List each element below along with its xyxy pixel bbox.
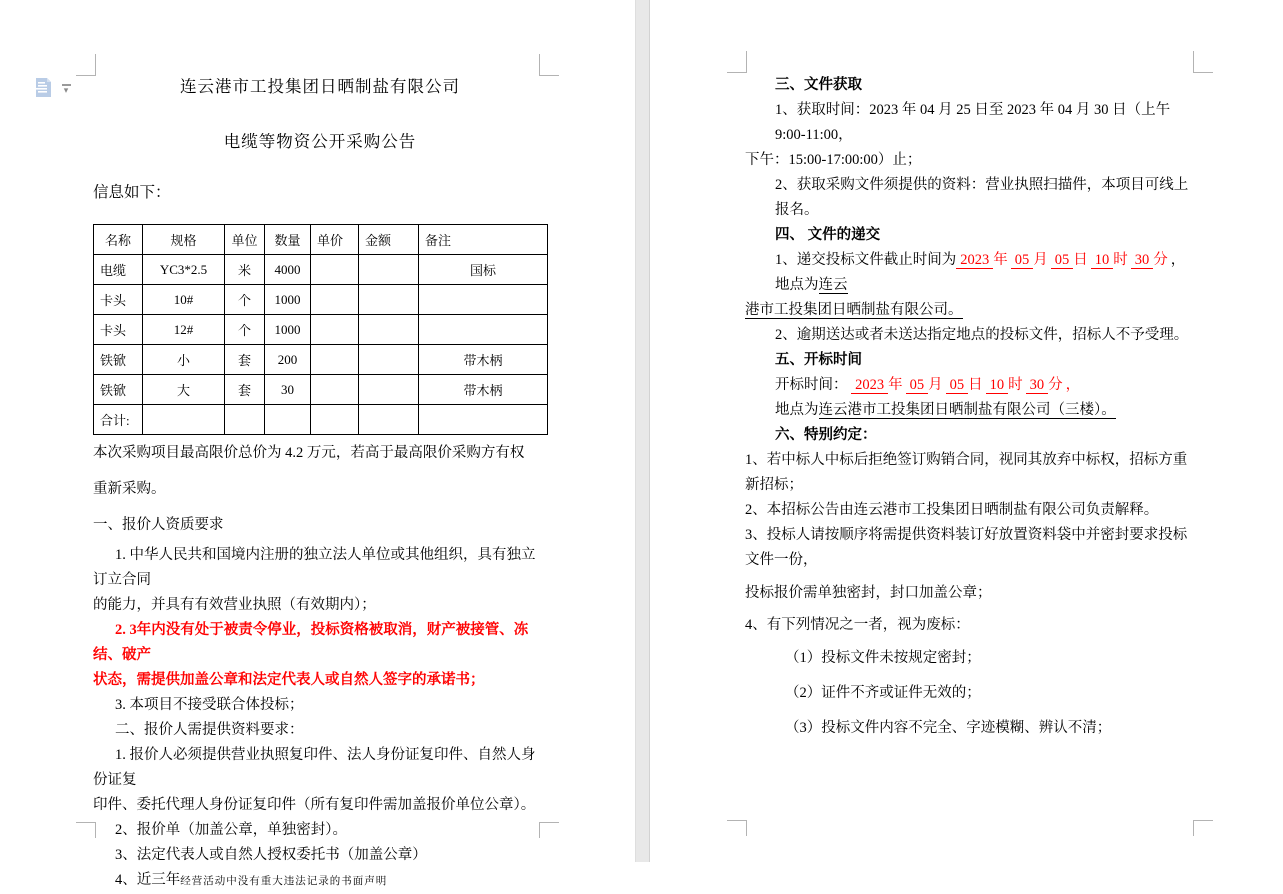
body-line: 4、有下列情况之一者，视为废标： <box>745 617 970 633</box>
col-header-name: 名称 <box>94 225 143 255</box>
paste-options-icon[interactable] <box>34 76 53 99</box>
cell <box>359 255 419 285</box>
table-header-row <box>94 225 548 255</box>
cell <box>311 315 359 345</box>
table-row <box>94 255 548 285</box>
body-line: 3、法定代表人或自然人授权委托书（加盖公章） <box>115 847 427 863</box>
body-line: （3）投标文件内容不完全、字迹模糊、辨认不清； <box>785 720 1112 736</box>
body-line: 2、获取采购文件须提供的资料：营业执照扫描件，本项目可线上报名。 <box>775 177 1189 218</box>
cell: 1000 <box>265 285 311 315</box>
col-header-unit: 单位 <box>225 225 265 255</box>
requirements-list <box>93 543 547 894</box>
page-margin-mark <box>727 51 747 73</box>
cell <box>311 375 359 405</box>
cell <box>359 285 419 315</box>
opening-location-prefix: 地点为 <box>775 402 819 418</box>
opening-location: 连云港市工投集团日晒制盐有限公司（三楼）。 <box>818 402 1116 418</box>
cell: 国标 <box>419 255 548 285</box>
cell: 带木柄 <box>419 345 548 375</box>
body-line: 投标报价需单独密封，封口加盖公章； <box>745 585 992 601</box>
body-line-red: 状态，需提供加盖公章和法定代表人或自然人签字的承诺书； <box>93 672 485 688</box>
cell: 电缆 <box>94 255 143 285</box>
deadline-mid: ，地点为 <box>775 252 1186 293</box>
table-row <box>94 315 548 345</box>
cell: YC3*2.5 <box>143 255 225 285</box>
cell: 卡头 <box>94 315 143 345</box>
page-margin-mark <box>1193 51 1213 73</box>
deadline-date: 2023 年 05 月 05 日 10 时 30 分 <box>956 252 1171 269</box>
goods-table <box>93 224 548 435</box>
body-line: 3. 本项目不接受联合体投标； <box>115 697 304 713</box>
body-line: 1、获取时间：2023 年 04 月 25 日至 2023 年 04 月 30 日（上午 9:00-11:00， <box>775 102 1171 143</box>
cell: 大 <box>143 375 225 405</box>
cell <box>359 375 419 405</box>
body-line: 印件、委托代理人身份证复印件（所有复印件需加盖报价单位公章）。 <box>93 797 536 813</box>
body-line: （2）证件不齐或证件无效的； <box>785 685 981 701</box>
page-margin-mark <box>539 54 559 76</box>
body-line-red: 2. 3年内没有处于被责令停业，投标资格被取消，财产被接管、冻结、破产 <box>93 622 529 663</box>
paste-options-dropdown-arrow-icon[interactable]: ▾ <box>60 84 72 96</box>
page-gap <box>635 0 650 862</box>
cell: 4000 <box>265 255 311 285</box>
section-heading: 一、报价人资质要求 <box>93 517 224 533</box>
col-header-spec: 规格 <box>143 225 225 255</box>
col-header-qty: 数量 <box>265 225 311 255</box>
deadline-prefix: 1、递交投标文件截止时间为 <box>775 252 957 268</box>
cell: 套 <box>225 345 265 375</box>
col-header-amount: 金额 <box>359 225 419 255</box>
opening-location-line <box>745 398 1197 423</box>
body-line: 的能力，并具有有效营业执照（有效期内）； <box>93 597 376 613</box>
price-limit-paragraph <box>93 435 547 543</box>
body-line: 2、报价单（加盖公章，单独密封）。 <box>115 822 347 838</box>
col-header-remark: 备注 <box>419 225 548 255</box>
opening-time-line <box>745 373 1197 398</box>
paste-options-widget[interactable] <box>34 76 74 106</box>
cell <box>143 405 225 435</box>
page-margin-mark <box>727 820 747 836</box>
body-line: 1. 报价人必须提供营业执照复印件、法人身份证复印件、自然人身份证复 <box>93 747 536 788</box>
table-row <box>94 285 548 315</box>
cell <box>311 285 359 315</box>
table-row <box>94 345 548 375</box>
cell <box>265 405 311 435</box>
page-1-text-area <box>93 76 547 894</box>
item-4-prefix: 4、近三年 <box>115 872 181 888</box>
cell: 铁锨 <box>94 375 143 405</box>
document-subtitle: 电缆等物资公开采购公告 <box>223 132 417 151</box>
col-header-price: 单价 <box>311 225 359 255</box>
cell <box>359 405 419 435</box>
section-heading: 四、 文件的递交 <box>775 227 881 243</box>
cell: 30 <box>265 375 311 405</box>
body-line: 2、逾期送达或者未送达指定地点的投标文件，招标人不予受理。 <box>775 327 1189 343</box>
cell: 个 <box>225 285 265 315</box>
cell: 小 <box>143 345 225 375</box>
deadline-location-start: 连云 <box>818 277 848 293</box>
cell: 带木柄 <box>419 375 548 405</box>
item-4-small-text: 经营活动中没有重大违法记录的书面声明 <box>180 876 388 887</box>
cell <box>225 405 265 435</box>
section-heading: 五、开标时间 <box>775 352 862 368</box>
body-line <box>745 298 1197 323</box>
table-total-row <box>94 405 548 435</box>
body-line: 1. 中华人民共和国境内注册的独立法人单位或其他组织，具有独立订立合同 <box>93 547 536 588</box>
cell: 铁锨 <box>94 345 143 375</box>
cell <box>419 285 548 315</box>
cell: 12# <box>143 315 225 345</box>
document-title: 连云港市工投集团日晒制盐有限公司 <box>180 77 460 96</box>
body-line: 3、投标人请按顺序将需提供资料装订好放置资料袋中并密封要求投标文件一份， <box>745 527 1188 568</box>
cell <box>419 315 548 345</box>
section-heading: 六、特别约定： <box>775 427 877 443</box>
cell <box>311 345 359 375</box>
deadline-location-end: 港市工投集团日晒制盐有限公司。 <box>745 302 963 318</box>
cell: 合计: <box>94 405 143 435</box>
page-margin-mark <box>1193 820 1213 836</box>
cell: 个 <box>225 315 265 345</box>
cell: 10# <box>143 285 225 315</box>
cell: 1000 <box>265 315 311 345</box>
cell: 米 <box>225 255 265 285</box>
section-heading: 二、报价人需提供资料要求： <box>115 722 304 738</box>
table-row <box>94 375 548 405</box>
intro-line: 信息如下： <box>93 184 171 201</box>
cell <box>419 405 548 435</box>
cell: 卡头 <box>94 285 143 315</box>
body-line: 下午：15:00-17:00:00）止； <box>745 152 922 168</box>
cell <box>359 315 419 345</box>
page-margin-mark <box>76 54 96 76</box>
page-2-text-area <box>745 73 1197 741</box>
cell: 套 <box>225 375 265 405</box>
body-line <box>93 868 547 894</box>
cell <box>311 255 359 285</box>
submission-deadline-line <box>745 248 1197 298</box>
cell: 200 <box>265 345 311 375</box>
body-line: 重新采购。 <box>93 481 166 497</box>
body-line: 1、若中标人中标后拒绝签订购销合同，视同其放弃中标权，招标方重新招标； <box>745 452 1188 493</box>
opening-time-label: 开标时间： <box>775 377 848 393</box>
section-heading: 三、文件获取 <box>775 77 862 93</box>
body-line: （1）投标文件未按规定密封； <box>785 650 981 666</box>
cell <box>359 345 419 375</box>
body-line: 2、本招标公告由连云港市工投集团日晒制盐有限公司负责解释。 <box>745 502 1159 518</box>
body-line: 本次采购项目最高限价总价为 4.2 万元，若高于最高限价采购方有权 <box>93 445 525 461</box>
opening-time-date: 2023 年 05 月 05 日 10 时 30 分 ， <box>848 377 1081 394</box>
cell <box>311 405 359 435</box>
